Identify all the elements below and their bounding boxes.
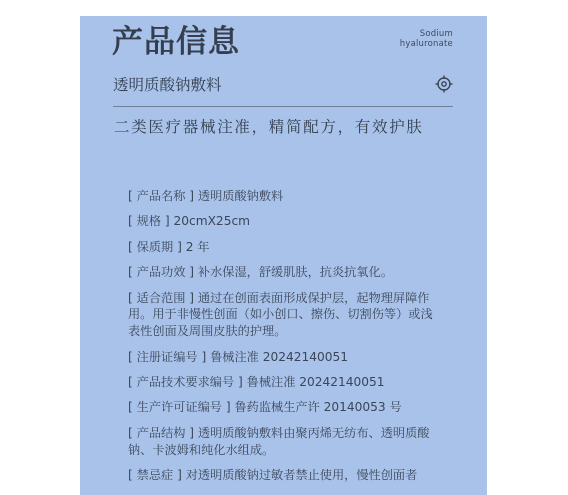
spec-item-technical-code: [ 产品技术要求编号 ] 鲁械注准 20242140051 [128, 374, 385, 389]
product-info-panel [80, 16, 487, 495]
brand-label [400, 29, 453, 49]
divider [113, 106, 453, 107]
spec-item-name: [ 产品名称 ] 透明质酸钠敷料 [128, 189, 284, 203]
spec-item-shelf-life: [ 保质期 ] 2 年 [128, 239, 210, 254]
spec-item-contraindication: [ 禁忌症 ] 对透明质酸钠过敏者禁止使用，慢性创面者 [128, 467, 418, 482]
product-subtitle: 透明质酸钠敷料 [113, 76, 222, 94]
spec-list [128, 188, 440, 492]
tagline: 二类医疗器械注准，精简配方，有效护肤 [114, 118, 424, 136]
spec-item-license: [ 生产许可证编号 ] 鲁药监械生产许 20140053 号 [128, 400, 402, 415]
page-title: 产品信息 [112, 24, 240, 60]
brand-line-1: Sodium [419, 29, 453, 39]
spec-item-efficacy: [ 产品功效 ] 补水保湿，舒缓肌肤，抗炎抗氧化。 [128, 265, 393, 280]
spec-item-scope: [ 适合范围 ] 通过在创面表面形成保护层，起物理屏障作用。用于非慢性创面（如小创口、擦伤、切割伤等）或浅表性创面及周围皮肤的护理。 [128, 290, 433, 339]
spec-item-structure: [ 产品结构 ] 透明质酸钠敷料由聚丙烯无纺布、透明质酸钠、卡波姆和纯化水组成。 [128, 425, 430, 457]
brand-line-2: hyaluronate [399, 39, 453, 49]
spec-item-size: [ 规格 ] 20cmX25cm [128, 214, 251, 229]
target-icon [435, 75, 453, 93]
spec-item-registration: [ 注册证编号 ] 鲁械注准 20242140051 [128, 349, 348, 364]
